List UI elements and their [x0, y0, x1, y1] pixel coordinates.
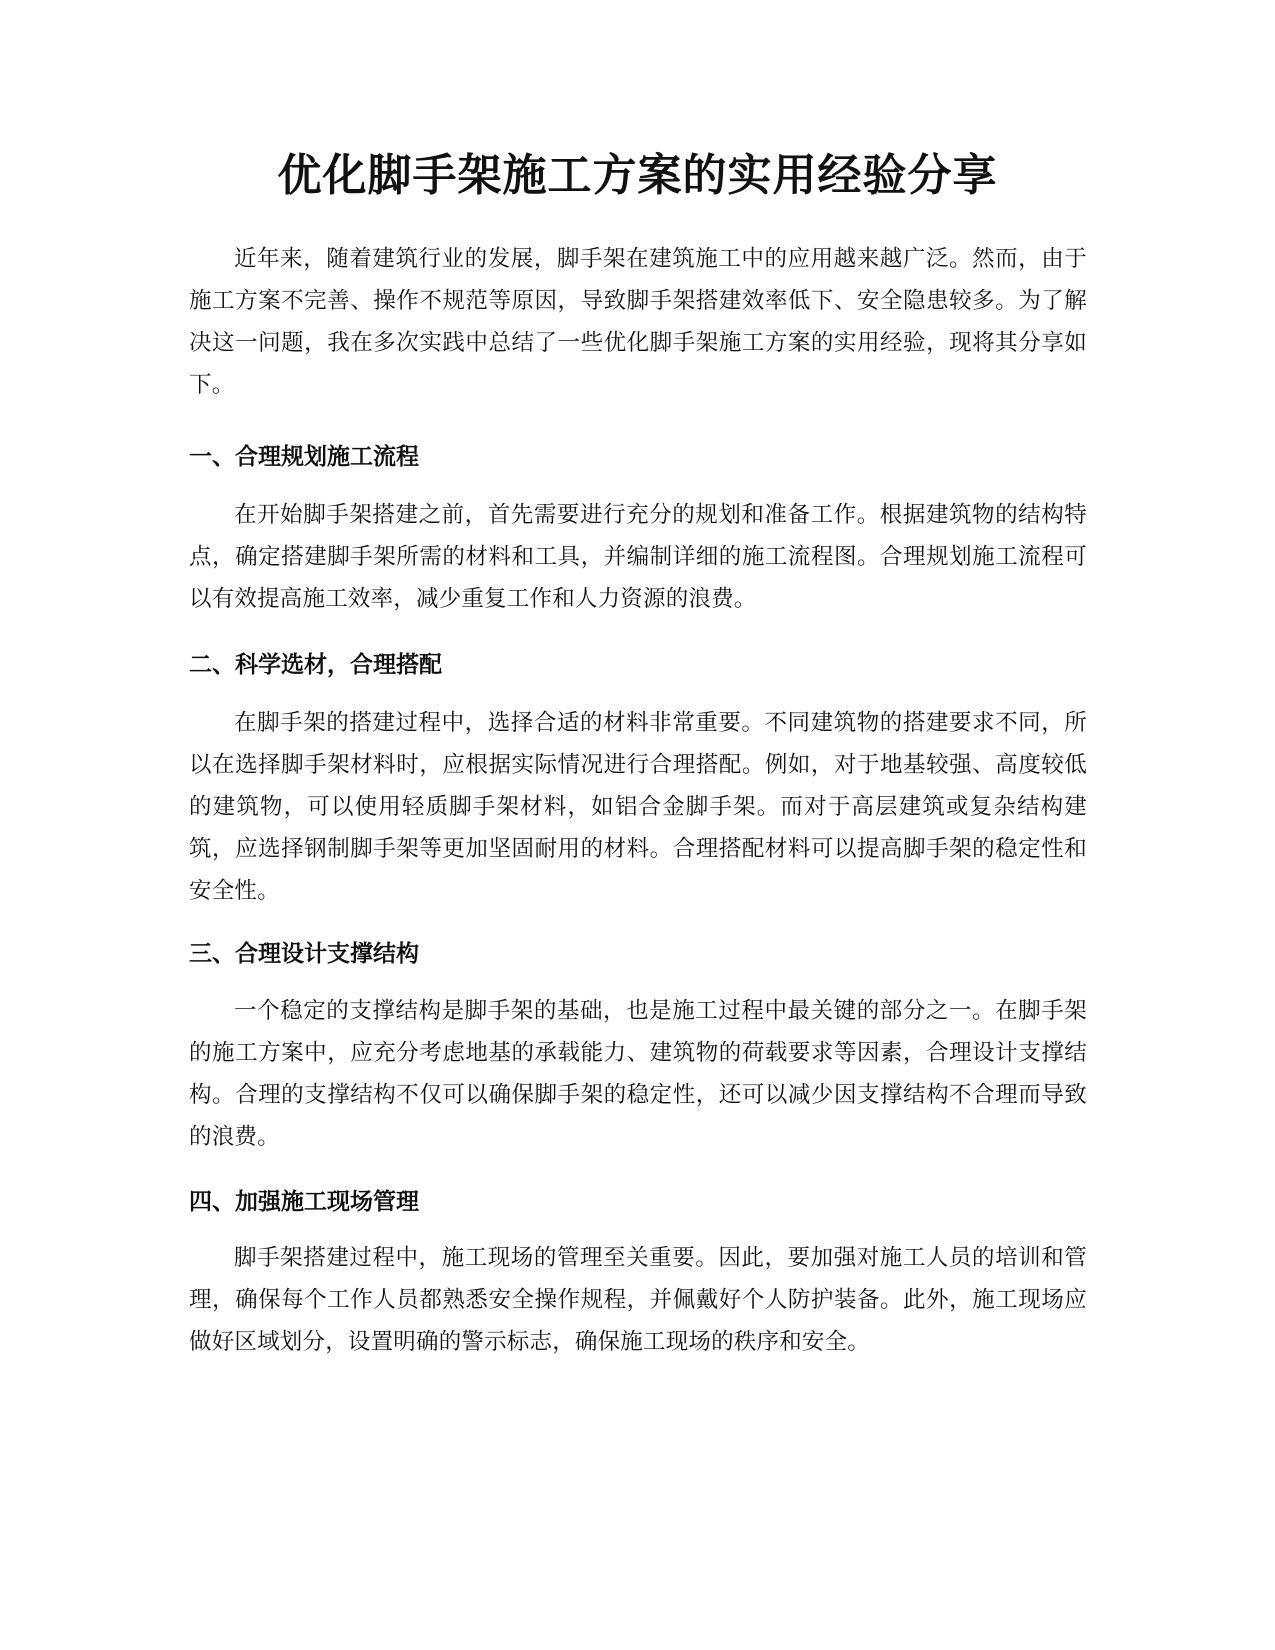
- section-heading-1: 一、合理规划施工流程: [189, 444, 419, 470]
- section-heading-4: 四、加强施工现场管理: [189, 1189, 419, 1215]
- intro-paragraph: 近年来，随着建筑行业的发展，脚手架在建筑施工中的应用越来越广泛。然而，由于施工方案不完善、操作不规范等原因，导致脚手架搭建效率低下、安全隐患较多。为了解决这一问题，我在多次实践中总结了一些优化脚手架施工方案的实用经验，现将其分享如下。: [189, 246, 1087, 398]
- section-paragraph-3: 一个稳定的支撑结构是脚手架的基础，也是施工过程中最关键的部分之一。在脚手架的施工方案中，应充分考虑地基的承载能力、建筑物的荷载要求等因素，合理设计支撑结构。合理的支撑结构不仅可以确保脚手架的稳定性，还可以减少因支撑结构不合理而导致的浪费。: [189, 998, 1087, 1150]
- section-paragraph-1: 在开始脚手架搭建之前，首先需要进行充分的规划和准备工作。根据建筑物的结构特点，确定搭建脚手架所需的材料和工具，并编制详细的施工流程图。合理规划施工流程可以有效提高施工效率，减少重复工作和人力资源的浪费。: [189, 502, 1087, 612]
- section-heading-2: 二、科学选材，合理搭配: [189, 652, 442, 678]
- section-paragraph-4: 脚手架搭建过程中，施工现场的管理至关重要。因此，要加强对施工人员的培训和管理，确保每个工作人员都熟悉安全操作规程，并佩戴好个人防护装备。此外，施工现场应做好区域划分，设置明确的警示标志，确保施工现场的秩序和安全。: [189, 1245, 1087, 1355]
- document-title: 优化脚手架施工方案的实用经验分享: [277, 150, 998, 201]
- section-heading-3: 三、合理设计支撑结构: [189, 941, 419, 967]
- section-paragraph-2: 在脚手架的搭建过程中，选择合适的材料非常重要。不同建筑物的搭建要求不同，所以在选择脚手架材料时，应根据实际情况进行合理搭配。例如，对于地基较强、高度较低的建筑物，可以使用轻质脚手架材料，如铝合金脚手架。而对于高层建筑或复杂结构建筑，应选择钢制脚手架等更加坚固耐用的材料。合理搭配材料可以提高脚手架的稳定性和安全性。: [189, 710, 1087, 904]
